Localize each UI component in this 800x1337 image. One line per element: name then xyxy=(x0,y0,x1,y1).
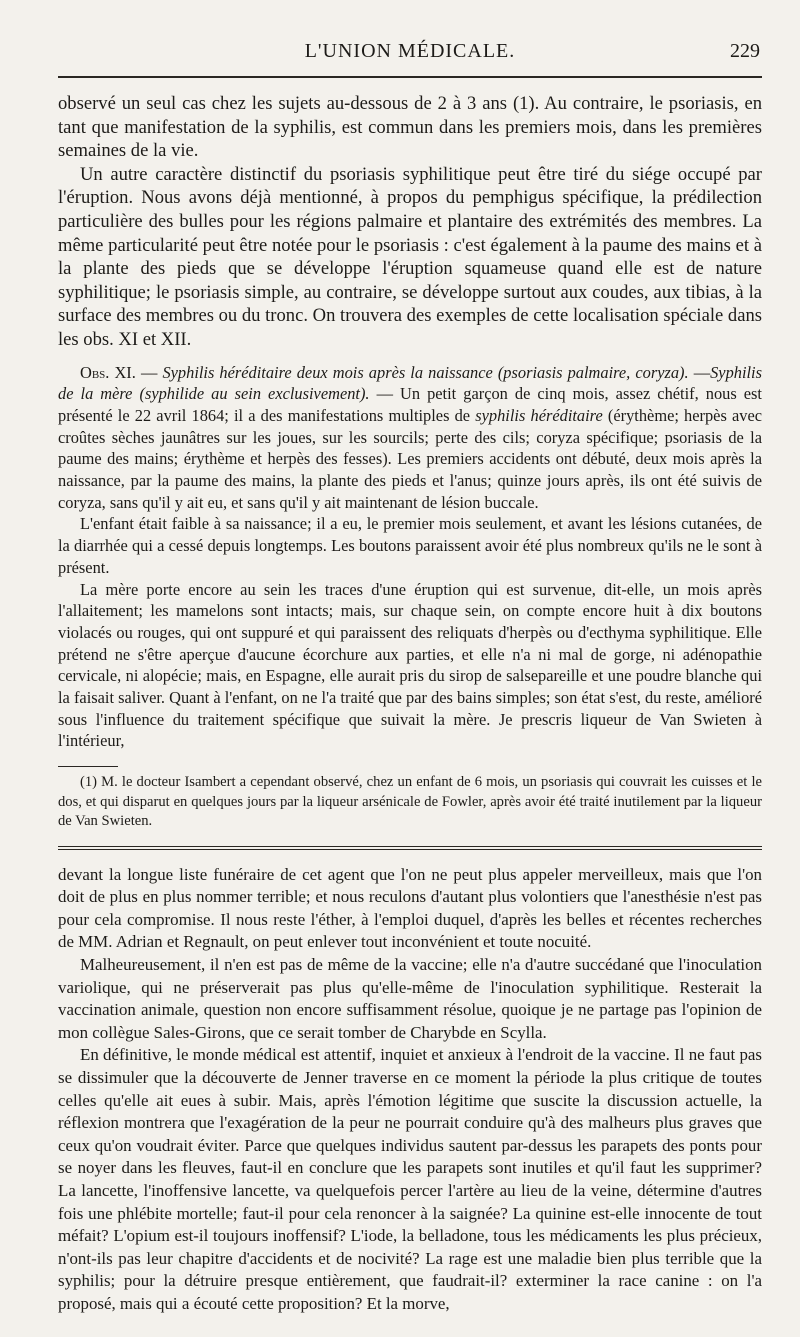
observation-xi xyxy=(58,362,762,753)
lower-text xyxy=(58,864,762,1316)
dash: — xyxy=(693,362,711,382)
dash: — xyxy=(140,362,158,382)
feuilleton-separator xyxy=(58,846,762,850)
upper-text xyxy=(58,92,762,352)
paragraph: observé un seul cas chez les sujets au-dessous de 2 à 3 ans (1). Au contraire, le psoriasis, en tant que manifestation de la syphilis, est commun dans les premiers mois, dans les premières semaines de la vie. xyxy=(58,93,762,162)
observation-term: syphilis héréditaire xyxy=(475,405,603,425)
paragraph: Malheureusement, il n'en est pas de même de la vaccine; elle n'a d'autre succédané que l'inoculation variolique, qui ne préserverait pas plus qu'elle-même de l'inoculation syphilitique. Resterait la vaccination animale, question non encore suffisamment résolue, quoique je ne partage pas l'opinion de mon collègue Sales-Girons, que ce serait tomber de Charybde en Scylla. xyxy=(58,955,762,1042)
paragraph: L'enfant était faible à sa naissance; il a eu, le premier mois seulement, et avant les lésions cutanées, de la diarrhée qui a cessé depuis longtemps. Les boutons paraissent avoir été plus nombreux qu'ils ne le sont à présent. xyxy=(58,514,762,577)
paragraph: La mère porte encore au sein les traces d'une éruption qui est survenue, dit-elle, un mois après l'allaitement; les mamelons sont intacts; mais, sur chaque sein, on compte encore huit à dix boutons violacés ou rouges, qui ont suppuré et qui paraissent des reliquats d'herpès ou d'ecthyma syphilitique. Elle prétend ne s'être aperçue d'aucune écorchure aux parties, et elle n'a ni mal de gorge, ni adénopathie cervicale, ni alopécie; mais, en Espagne, elle aurait pris du sirop de salsepareille et une poudre blanche qui la faisait saliver. Quant à l'enfant, on ne l'a traité que par des bains simples; son état s'est, du reste, amélioré sous l'influence du traitement spécifique que suivait la mère. Je prescris liqueur de Van Swieten à l'intérieur, xyxy=(58,579,762,751)
paragraph: devant la longue liste funéraire de cet agent que l'on ne peut plus appeler merveilleux, mais que l'on doit de plus en plus nommer terrible; et nous reculons d'autant plus volontiers que l'anesthésie n'est pas pour cela compromise. Il nous reste l'éther, à l'emploi duquel, d'après les belles et récentes recherches de MM. Adrian et Regnault, on peut enlever tout inconvénient et toute nocuité. xyxy=(58,864,762,952)
observation-text: (érythème; herpès avec croûtes sèches jaunâtres sur les joues, sur les sourcils; perte des cils; coryza spécifique; psoriasis de la paume des mains; érythème et herpès des fesses). Les premiers accidents ont débuté, deux mois après la naissance, par la paume des mains, la plante des pieds et l'anus; quinze jours après, ils ont été suivis de coryza, sans qu'il y ait eu, et sans qu'il y ait maintenant de lésion buccale. xyxy=(58,405,763,512)
observation-title: Syphilis héréditaire deux mois après la naissance (psoriasis palmaire, coryza). xyxy=(162,362,689,382)
footnote xyxy=(58,766,762,832)
page-number: 229 xyxy=(730,40,760,62)
page-header xyxy=(58,40,762,76)
running-title: L'UNION MÉDICALE. xyxy=(304,40,516,62)
paragraph: Un autre caractère distinctif du psoriasis syphilitique peut être tiré du siége occupé par l'éruption. Nous avons déjà mentionné, à propos du pemphigus spécifique, la prédilection particulière des bulles pour les régions palmaire et plantaire des extrémités des membres. La même particularité peut être notée pour le psoriasis : c'est également à la paume des mains et à la plante des pieds que se développe l'éruption squameuse quand elle est de nature syphilitique; le psoriasis simple, au contraire, se développe surtout aux coudes, aux tibias, à la surface des membres ou du tronc. On trouvera des exemples de cette localisation spéciale dans les obs. XI et XII. xyxy=(58,163,762,350)
header-rule xyxy=(58,76,762,78)
observation-label: Obs. XI. xyxy=(80,362,136,382)
dash: — xyxy=(376,384,393,404)
footnote-text: (1) M. le docteur Isambert a cependant observé, chez un enfant de 6 mois, un psoriasis qui couvrait les cuisses et le dos, et qui disparut en quelques jours par la liqueur arsénicale de Fowler, après avoir été traité inutilement par la liqueur de Van Swieten. xyxy=(58,774,762,830)
footnote-rule xyxy=(58,766,118,767)
observation-mother: Syphilis de la mère (syphilide au sein exclusivement). xyxy=(58,362,762,404)
paragraph: En définitive, le monde médical est attentif, inquiet et anxieux à l'endroit de la vaccine. Il ne faut pas se dissimuler que la découverte de Jenner traverse en ce moment la période la plus critique de toutes celles qu'elle ait eues à subir. Mais, après l'émotion légitime que suscite la discussion actuelle, la réflexion montrera que l'exagération de la peur ne pourrait conduire qu'à des malheurs plus graves que ceux qu'on voudrait éviter. Parce que quelques individus sautent par-dessus les parapets des ponts pour se noyer dans les fleuves, faut-il en conclure que les parapets sont inutiles et qu'il faut les supprimer? La lancette, l'inoffensive lancette, va quelquefois percer l'artère au lieu de la veine, détermine d'autres fois une phlébite mortelle; faut-il pour cela renoncer à la saignée? La quinine est-elle innocente de tout méfait? L'opium est-il toujours inoffensif? L'iode, la belladone, tous les médicaments les plus précieux, n'ont-ils pas leur chapitre d'accidents et de nocivité? La rage est une maladie bien plus terrible que la syphilis; pour la détruire presque entièrement, que faudrait-il? exterminer la race canine : on l'a proposé, mais qui a écouté cette proposition? Et la morve, xyxy=(58,1045,762,1313)
observation-intro xyxy=(58,362,762,514)
observation-text: Un petit garçon de cinq mois, assez chétif, nous est présenté le 22 avril 1864; il a des manifestations multiples de xyxy=(58,384,762,425)
